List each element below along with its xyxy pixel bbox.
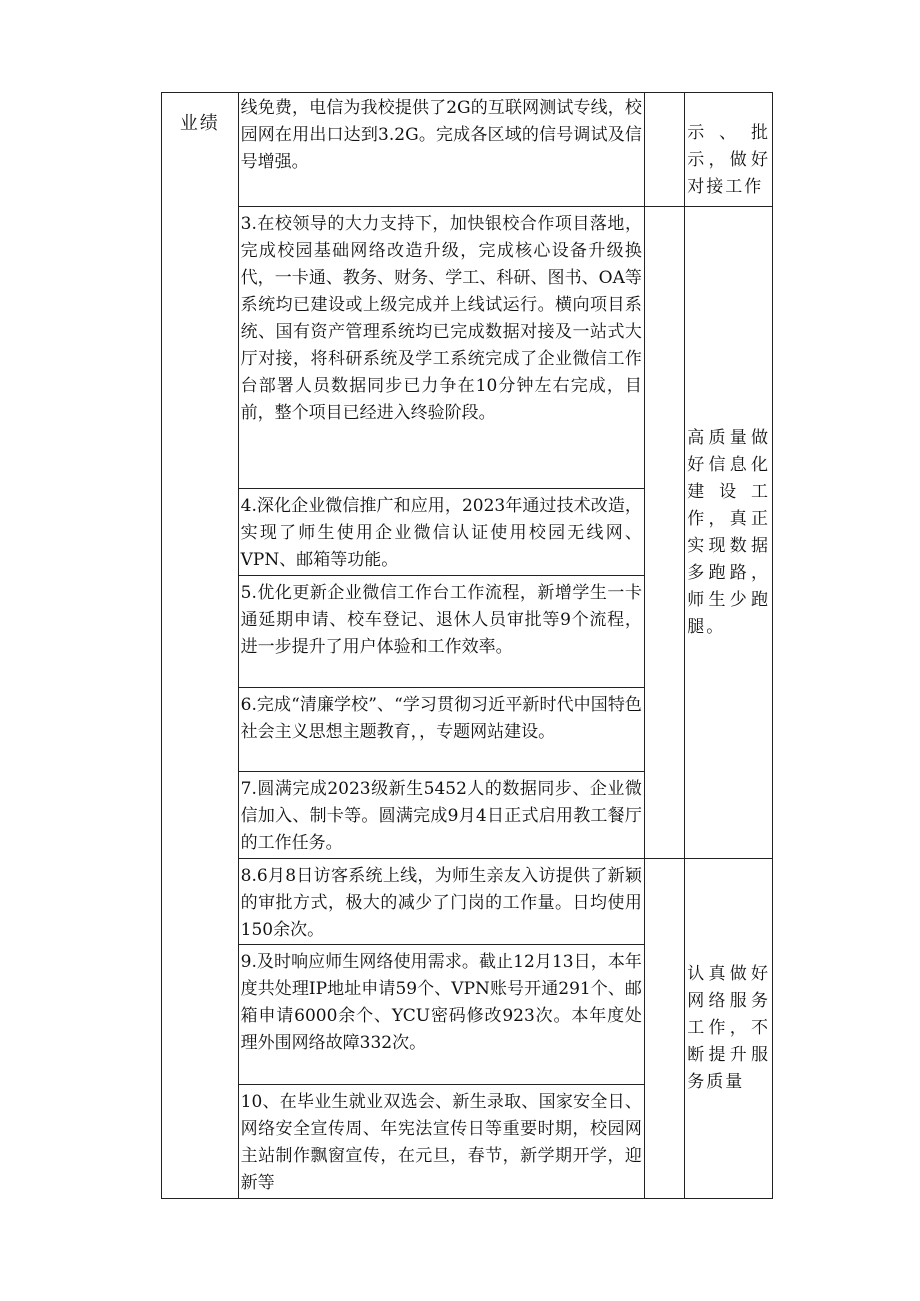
category-cell xyxy=(162,93,239,1199)
note-cell xyxy=(685,93,773,207)
content-text: 7.圆满完成2023级新生5452人的数据同步、企业微信加入、制卡等。圆满完成9月4日正式启用教工餐厅的工作任务。 xyxy=(240,779,642,853)
category-label: 业绩 xyxy=(179,113,220,134)
content-cell xyxy=(238,945,644,1085)
note-cell xyxy=(685,859,773,1199)
note-text: 认真做好网络服务工作，不断提升服务质量 xyxy=(687,964,770,1092)
content-cell xyxy=(238,93,644,207)
content-cell xyxy=(238,859,644,945)
note-cell xyxy=(685,207,773,859)
blank-cell xyxy=(644,93,684,207)
content-text: 8.6月8日访客系统上线，为师生亲友入访提供了新颖的审批方式，极大的减少了门岗的工作量。日均使用150余次。 xyxy=(240,866,642,940)
performance-table xyxy=(161,92,773,1199)
note-text: 高质量做好信息化建设工作，真正实现数据多跑路，师生少跑腿。 xyxy=(687,427,770,637)
content-text: 4.深化企业微信推广和应用，2023年通过技术改造，实现了师生使用企业微信认证使用校园无线网、VPN、邮箱等功能。 xyxy=(240,496,642,570)
content-cell xyxy=(238,489,644,576)
note-text: 示、批示，做好对接工作 xyxy=(687,123,770,197)
content-text: 线免费，电信为我校提供了2G的互联网测试专线，校园网在用出口达到3.2G。完成各区域的信号调试及信号增强。 xyxy=(240,98,642,172)
content-cell xyxy=(238,772,644,859)
content-cell xyxy=(238,207,644,489)
content-cell xyxy=(238,1085,644,1199)
content-cell xyxy=(238,576,644,688)
content-text: 5.优化更新企业微信工作台工作流程，新增学生一卡通延期申请、校车登记、退休人员审批等9个流程，进一步提升了用户体验和工作效率。 xyxy=(240,583,642,657)
content-text: 9.及时响应师生网络使用需求。截止12月13日，本年度共处理IP地址申请59个、VPN账号开通291个、邮箱申请6000余个、YCU密码修改923次。本年度处理外围网络故障332次。 xyxy=(240,952,642,1053)
blank-cell xyxy=(644,859,684,1199)
content-text: 10、在毕业生就业双选会、新生录取、国家安全日、网络安全宣传周、年宪法宣传日等重要时期，校园网主站制作飘窗宣传，在元旦，春节，新学期开学，迎新等 xyxy=(240,1092,642,1193)
content-text: 3.在校领导的大力支持下，加快银校合作项目落地，完成校园基础网络改造升级，完成核心设备升级换代，一卡通、教务、财务、学工、科研、图书、OA等系统均已建设或上级完成并上线试运行。横向项目系统、国有资产管理系统均已完成数据对接及一站式大厅对接，将科研系统及学工系统完成了企业微信工作台部署人员数据同步已力争在10分钟左右完成，目前，整个项目已经进入终验阶段。 xyxy=(240,214,642,423)
blank-cell xyxy=(644,207,684,859)
content-text: 6.完成“清廉学校”、“学习贯彻习近平新时代中国特色社会主义思想主题教育，，专题网站建设。 xyxy=(240,695,642,742)
content-cell xyxy=(238,688,644,772)
